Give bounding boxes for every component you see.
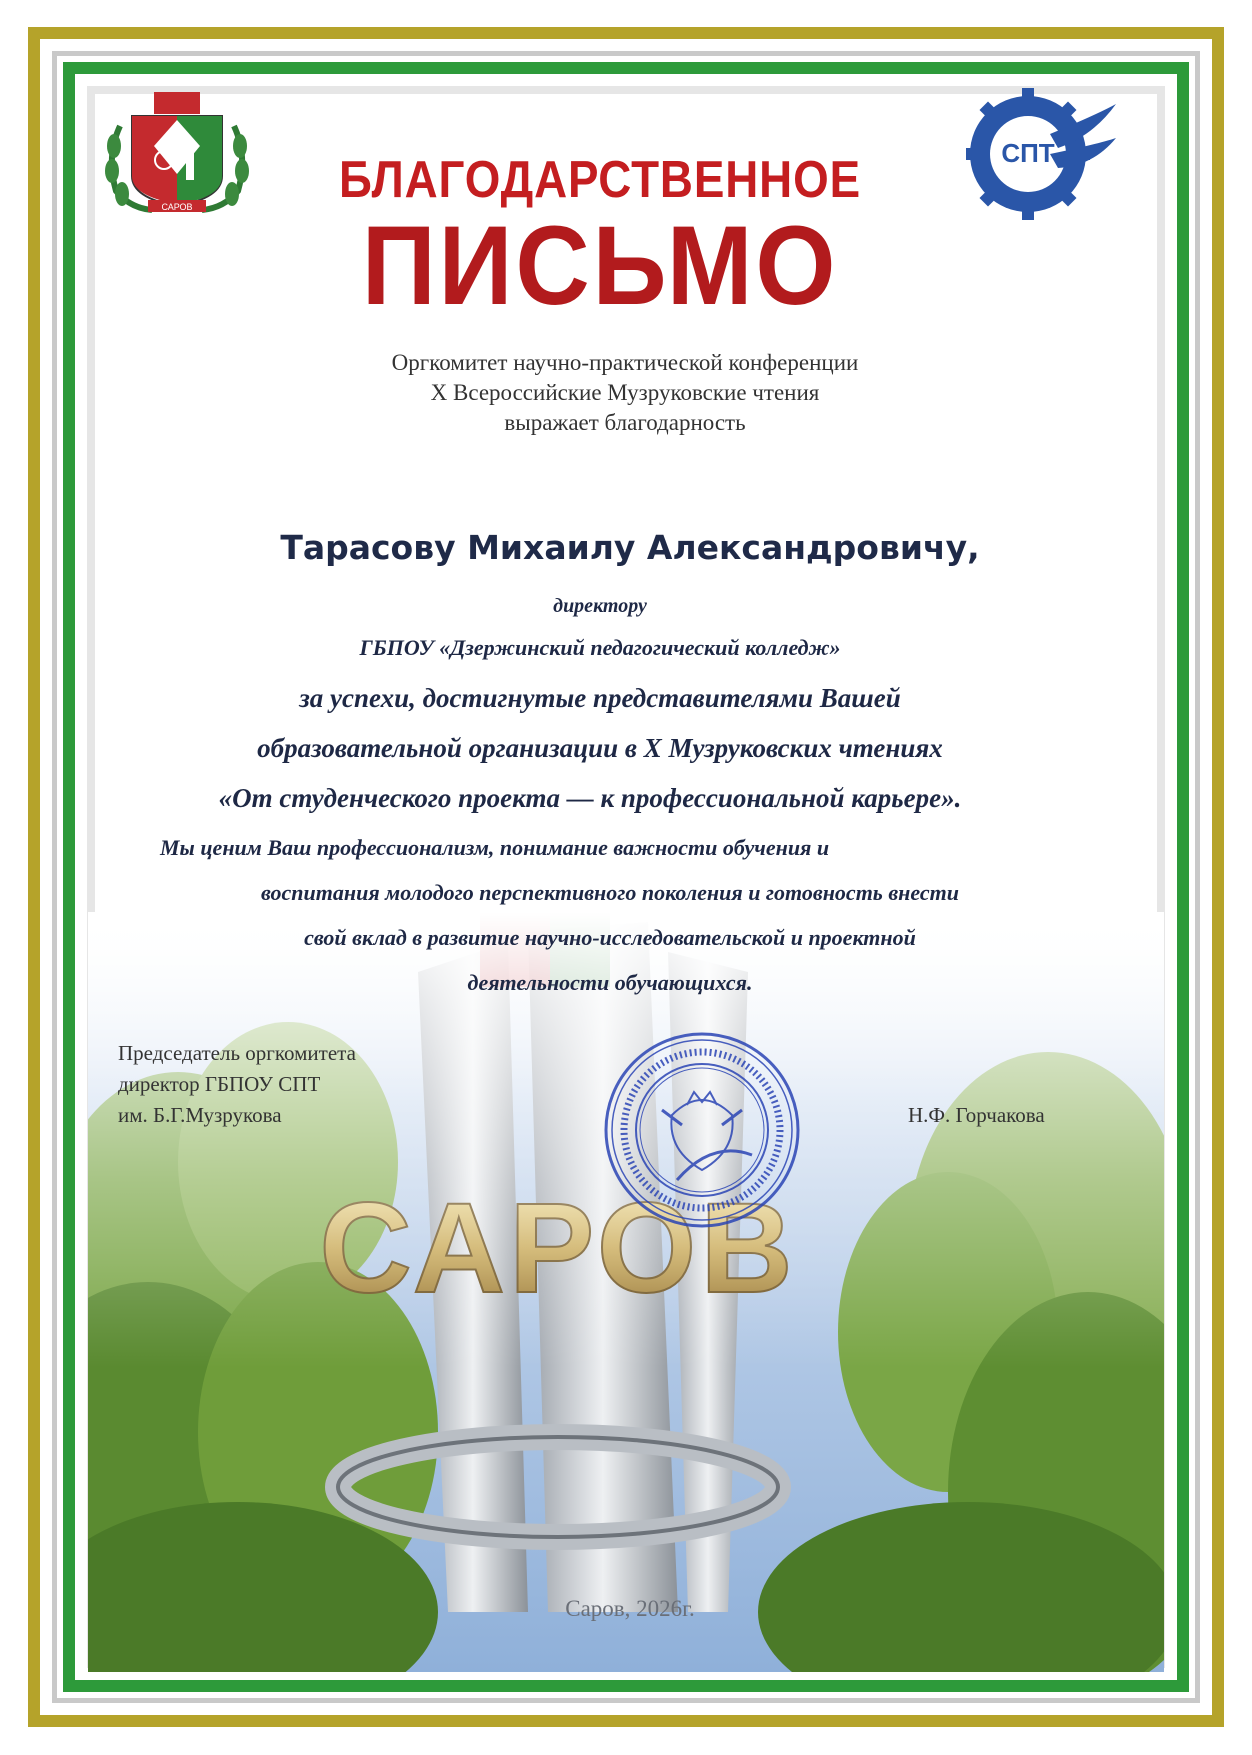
title-line-1: БЛАГОДАРСТВЕННОЕ xyxy=(339,151,861,209)
spt-college-logo-icon xyxy=(958,74,1118,234)
paragraph-line-1: Мы ценим Ваш профессионализм, понимание важности обучения и xyxy=(160,835,830,860)
body-line-1: за успехи, достигнутые представителями Вашей xyxy=(299,683,901,713)
signature-block xyxy=(118,1038,356,1131)
recipient-position: директору xyxy=(553,595,647,617)
paragraph-line-4: деятельности обучающихся. xyxy=(467,970,753,995)
official-seal-icon xyxy=(602,1030,802,1230)
place-date: Саров, 2026г. xyxy=(565,1596,695,1621)
sarov-coat-of-arms-icon xyxy=(102,86,252,216)
intro-line-3: выражает благодарность xyxy=(504,410,746,435)
logo-label: СПТ xyxy=(1001,138,1055,168)
body-line-3: «От студенческого проекта — к профессиональной карьере». xyxy=(218,783,962,813)
signer-name: Н.Ф. Горчакова xyxy=(908,1103,1045,1127)
emblem-label: САРОВ xyxy=(161,202,193,212)
intro-line-2: X Всероссийские Музруковские чтения xyxy=(430,380,820,405)
recipient-name: Тарасову Михаилу Александровичу, xyxy=(280,528,980,567)
intro-line-1: Оргкомитет научно-практической конференции xyxy=(391,350,859,375)
title-line-2: ПИСЬМО xyxy=(361,203,839,328)
paragraph-line-3: свой вклад в развитие научно-исследовательской и проектной xyxy=(304,925,916,950)
paragraph-line-2: воспитания молодого перспективного поколения и готовность внести xyxy=(261,880,959,905)
sarov-monument-photo xyxy=(88,912,1164,1672)
signature-line-1: Председатель оргкомитета xyxy=(118,1041,356,1065)
signature-line-3: им. Б.Г.Музрукова xyxy=(118,1103,282,1127)
body-line-2: образовательной организации в X Музруковских чтениях xyxy=(257,733,943,763)
signature-line-2: директор ГБПОУ СПТ xyxy=(118,1072,321,1096)
recipient-organization: ГБПОУ «Дзержинский педагогический колледж» xyxy=(359,635,841,660)
